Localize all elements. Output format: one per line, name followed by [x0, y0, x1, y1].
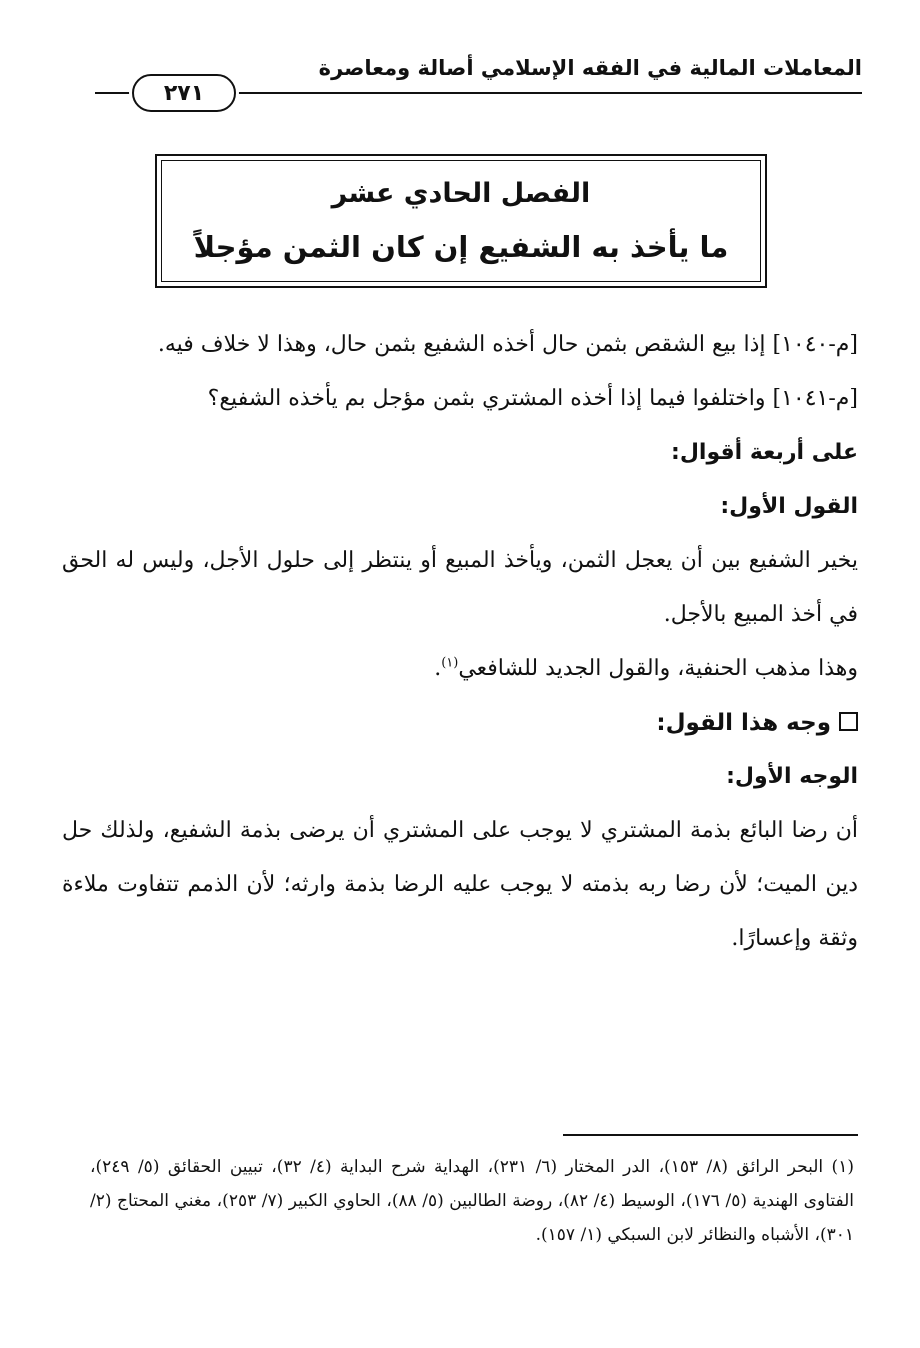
chapter-frame	[155, 154, 767, 288]
chapter-subtitle: ما يأخذ به الشفيع إن كان الثمن مؤجلاً	[193, 230, 729, 264]
reason-heading	[62, 696, 858, 750]
hanafi-opinion-end: .	[434, 656, 442, 681]
first-aspect-heading: الوجه الأول:	[726, 764, 858, 789]
chapter-title: الفصل الحادي عشر	[331, 178, 591, 209]
four-opinions-heading: على أربعة أقوال:	[671, 440, 858, 465]
hanafi-opinion-main: وهذا مذهب الحنفية، والقول الجديد للشافعي	[458, 656, 858, 681]
paragraph-1041: [م-١٠٤١] واختلفوا فيما إذا أخذه المشتري بثمن مؤجل بم يأخذه الشفيع؟	[207, 386, 858, 411]
first-opinion-heading: القول الأول:	[720, 494, 858, 519]
running-title: المعاملات المالية في الفقه الإسلامي أصالة ومعاصرة	[318, 56, 862, 80]
page-number: ٢٧١	[132, 74, 236, 112]
first-aspect-text: أن رضا البائع بذمة المشتري لا يوجب على المشتري أن يرضى بذمة الشفيع، ولذلك حل دين الميت؛ لأن رضا ربه بذمته لا يوجب عليه الرضا بذمة وارثه؛ لأن الذمم تتفاوت ملاءة وثقة وإعسارًا.	[62, 818, 858, 951]
footnote-1: (١) البحر الرائق (٨/ ١٥٣)، الدر المختار (٦/ ٢٣١)، الهداية شرح البداية (٤/ ٣٢)، تبيين الحقائق (٥/ ٢٤٩)، الفتاوى الهندية (٥/ ١٧٦)، الوسيط (٤/ ٨٢)، روضة الطالبين (٥/ ٨٨)، الحاوي الكبير (٧/ ٢٥٣)، مغني المحتاج (٢/ ٣٠١)، الأشباه والنظائر لابن السبكي (١/ ١٥٧).	[90, 1157, 855, 1245]
body-text	[62, 318, 858, 966]
first-opinion-text: يخير الشفيع بين أن يعجل الثمن، ويأخذ المبيع أو ينتظر إلى حلول الأجل، وليس له الحق في أخذ المبيع بالأجل.	[62, 548, 858, 627]
paragraph-1040: [م-١٠٤٠] إذا بيع الشقص بثمن حال أخذه الشفيع بثمن حال، وهذا لا خلاف فيه.	[157, 332, 858, 357]
hanafi-opinion-text	[62, 642, 858, 696]
reason-heading-label: وجه هذا القول:	[656, 710, 831, 736]
checkbox-icon	[839, 712, 858, 731]
footnote-rule	[563, 1134, 858, 1136]
footnote-ref-1: (١)	[441, 655, 459, 671]
